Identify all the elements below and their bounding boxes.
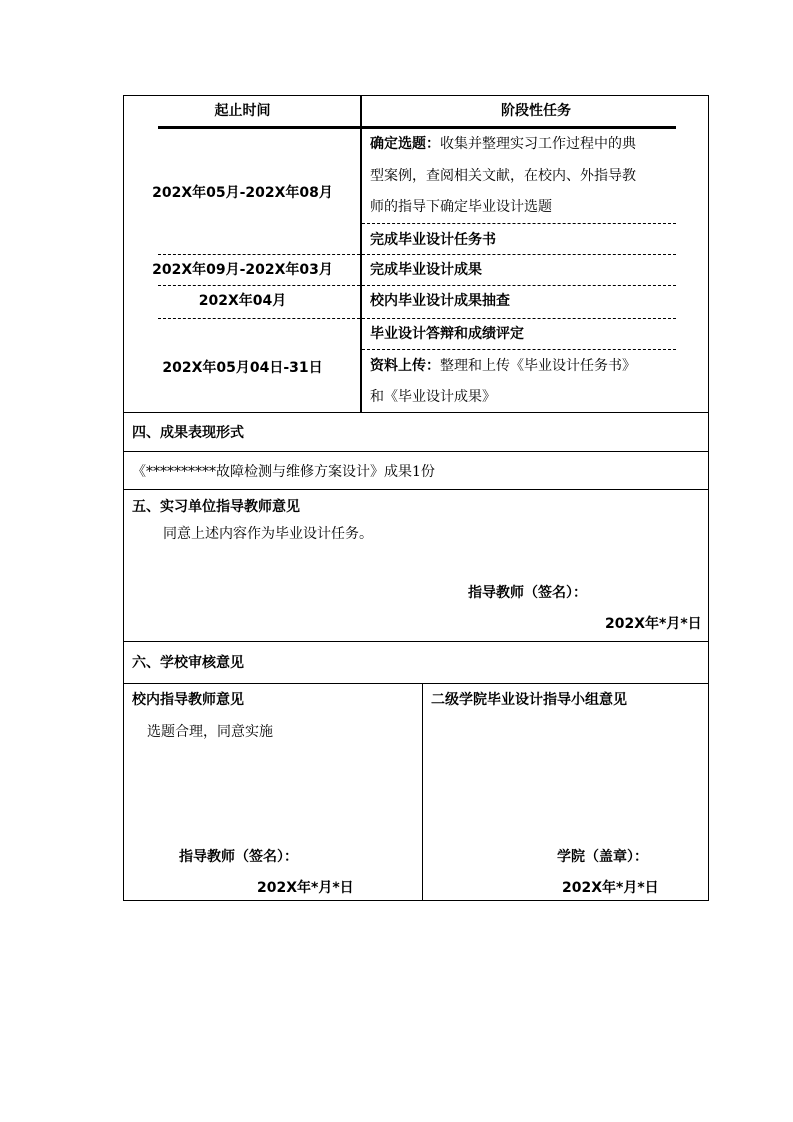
section6-divider (124, 683, 708, 684)
section4-heading: 四、成果表现形式 (132, 425, 244, 441)
task-divider-1 (362, 223, 676, 224)
task-1-title: 确定选题： (370, 136, 440, 152)
section4-content: 《**********故障检测与维修方案设计》成果1份 (132, 464, 435, 480)
header-time: 起止时间 (214, 103, 271, 119)
time-divider-3 (158, 318, 360, 319)
task-6-title: 资料上传： (370, 358, 440, 374)
section5-heading: 五、实习单位指导教师意见 (132, 499, 300, 515)
task-5: 毕业设计答辩和成绩评定 (370, 326, 524, 342)
section4-divider (124, 451, 708, 452)
time-cell-2: 202X年09月-202X年03月 (152, 262, 333, 278)
task-6 (370, 356, 636, 376)
right-date: 202X年*月*日 (562, 880, 659, 896)
section5-content: 同意上述内容作为毕业设计任务。 (163, 526, 373, 542)
task-2: 完成毕业设计任务书 (370, 232, 496, 248)
header-rule-left (158, 126, 360, 129)
section5-date: 202X年*月*日 (605, 616, 702, 632)
task-6-line2: 和《毕业设计成果》 (370, 389, 496, 405)
task-divider-3 (362, 285, 676, 286)
task-1 (370, 134, 636, 154)
time-divider-2 (158, 285, 360, 286)
right-sign-label: 学院（盖章）： (557, 849, 648, 865)
task-divider-5 (362, 349, 676, 350)
time-cell-1: 202X年05月-202X年08月 (152, 185, 333, 201)
task-form-table (123, 95, 709, 901)
task-divider-2 (362, 254, 676, 255)
left-date: 202X年*月*日 (257, 880, 354, 896)
section6-heading: 六、学校审核意见 (132, 655, 244, 671)
left-content: 选题合理，同意实施 (147, 724, 273, 740)
task-3: 完成毕业设计成果 (370, 262, 482, 278)
task-6-line1: 整理和上传《毕业设计任务书》 (440, 358, 636, 374)
section6-column-divider (422, 683, 423, 901)
time-cell-4: 202X年05月04日-31日 (162, 360, 323, 376)
task-divider-4 (362, 318, 676, 319)
time-cell-3: 202X年04月 (198, 293, 287, 309)
left-sign-label: 指导教师（签名）： (179, 849, 298, 865)
task-1-line2: 型案例，查阅相关文献，在校内、外指导教 (370, 168, 636, 184)
header-task: 阶段性任务 (501, 103, 571, 119)
task-4: 校内毕业设计成果抽查 (370, 293, 510, 309)
task-1-line3: 师的指导下确定毕业设计选题 (370, 199, 552, 215)
section4-top-border (124, 412, 708, 413)
section6-top-border (124, 641, 708, 642)
task-1-line1: 收集并整理实习工作过程中的典 (440, 136, 636, 152)
section5-sign-label: 指导教师（签名）： (468, 585, 587, 601)
section5-top-border (124, 489, 708, 490)
left-title: 校内指导教师意见 (132, 692, 244, 708)
time-divider-1 (158, 254, 360, 255)
right-title: 二级学院毕业设计指导小组意见 (431, 692, 627, 708)
header-rule-right (362, 126, 676, 129)
